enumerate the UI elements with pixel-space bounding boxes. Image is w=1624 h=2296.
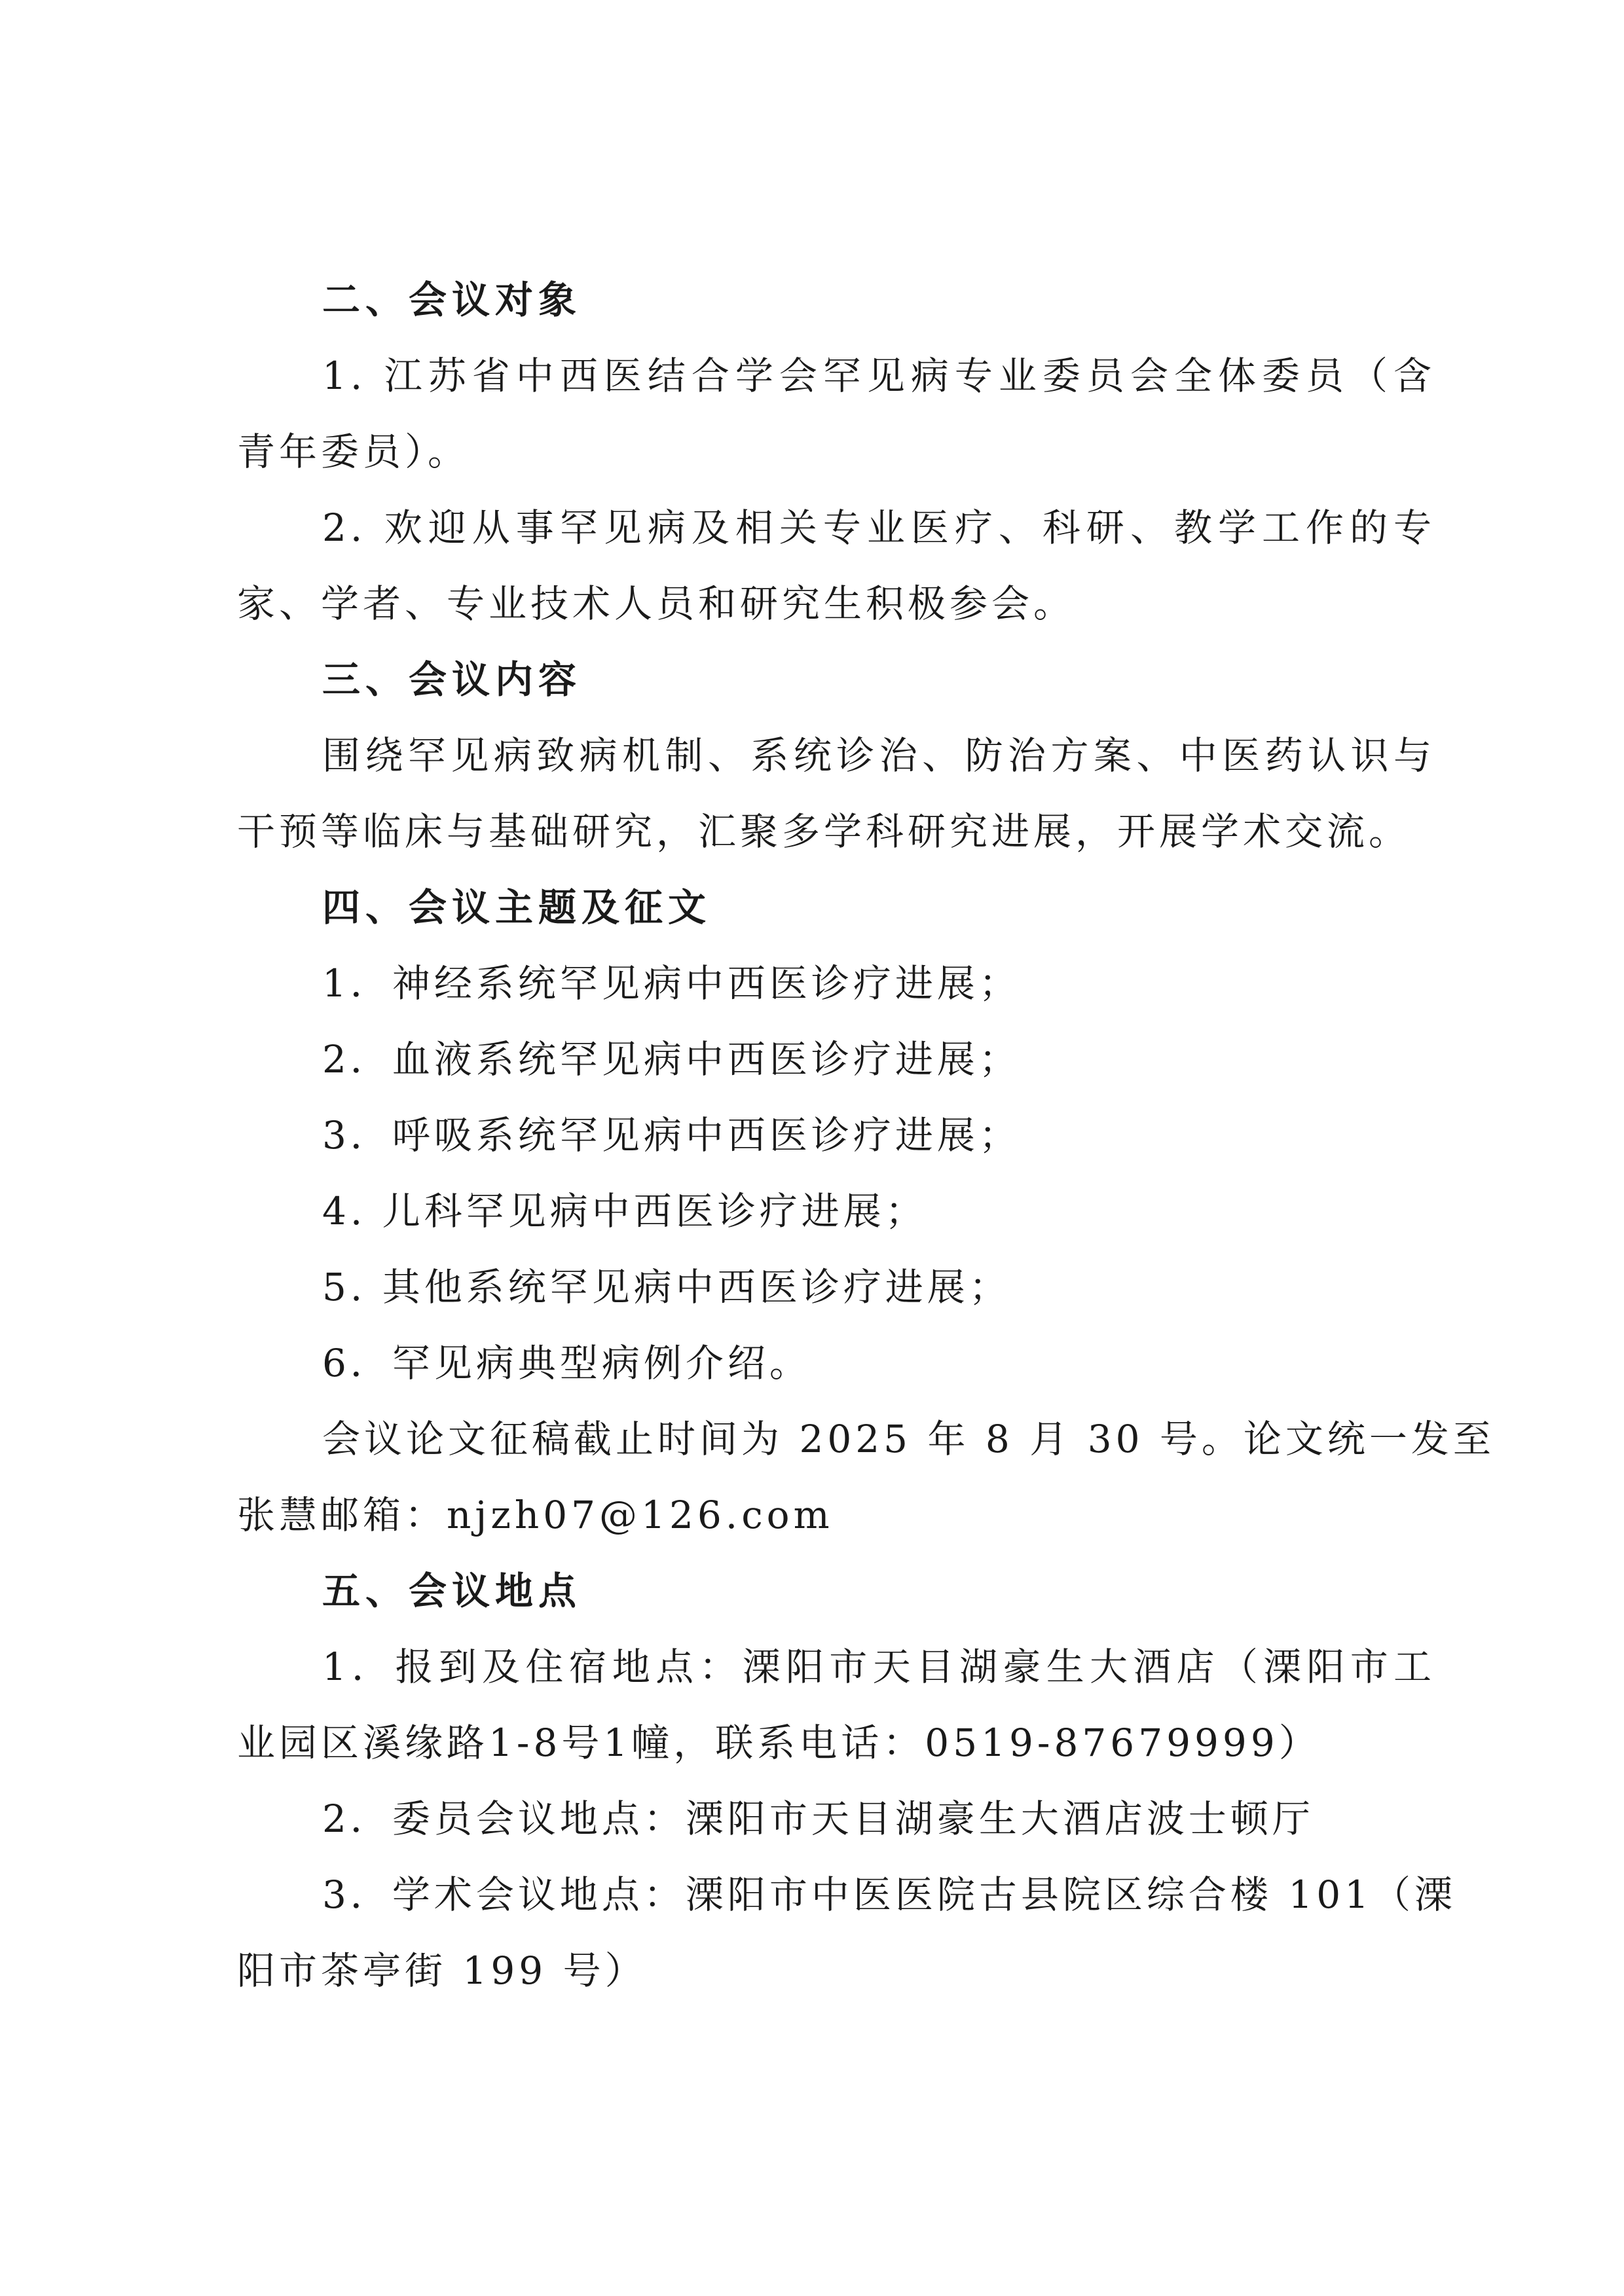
venue-item-1-line-2: 业园区溪缘路1-8号1幢，联系电话：0519-87679999） [237, 1721, 1321, 1765]
document-body [237, 262, 1495, 2009]
attendee-item-1-line-1: 1. 江苏省中西医结合学会罕见病专业委员会全体委员（含 [322, 354, 1435, 398]
venue-item-1-line-1: 1．报到及住宿地点：溧阳市天目湖豪生大酒店（溧阳市工 [322, 1645, 1435, 1689]
submission-deadline-line-1: 会议论文征稿截止时间为 2025 年 8 月 30 号。论文统一发至 [322, 1417, 1495, 1461]
section-heading-attendees: 二、会议对象 [322, 278, 582, 322]
section-heading-topics: 四、会议主题及征文 [322, 885, 712, 930]
attendee-item-2-line-2: 家、学者、专业技术人员和研究生积极参会。 [237, 581, 1076, 626]
topic-item: 3．呼吸系统罕见病中西医诊疗进展； [322, 1113, 1021, 1157]
attendee-item-2-line-1: 2. 欢迎从事罕见病及相关专业医疗、科研、教学工作的专 [322, 505, 1435, 550]
venue-item-3-line-1: 3．学术会议地点：溧阳市中医医院古县院区综合楼 101（溧 [322, 1872, 1457, 1917]
venue-item-3-line-2: 阳市茶亭街 199 号） [237, 1948, 647, 1993]
attendee-item-1-line-2: 青年委员）。 [237, 429, 470, 474]
content-paragraph-line-1: 围绕罕见病致病机制、系统诊治、防治方案、中医药认识与 [322, 733, 1435, 778]
topic-item: 4. 儿科罕见病中西医诊疗进展； [322, 1189, 927, 1233]
section-heading-venue: 五、会议地点 [322, 1569, 582, 1613]
topic-item: 1．神经系统罕见病中西医诊疗进展； [322, 961, 1021, 1006]
section-heading-content: 三、会议内容 [322, 657, 582, 702]
venue-item-2: 2．委员会议地点：溧阳市天目湖豪生大酒店波士顿厅 [322, 1796, 1314, 1841]
content-paragraph-line-2: 干预等临床与基础研究，汇聚多学科研究进展，开展学术交流。 [237, 809, 1411, 854]
submission-email-line: 张慧邮箱：njzh07@126.com [237, 1493, 834, 1537]
topic-item: 6．罕见病典型病例介绍。 [322, 1341, 811, 1385]
topic-item: 5. 其他系统罕见病中西医诊疗进展； [322, 1265, 1011, 1309]
topic-item: 2．血液系统罕见病中西医诊疗进展； [322, 1037, 1021, 1082]
